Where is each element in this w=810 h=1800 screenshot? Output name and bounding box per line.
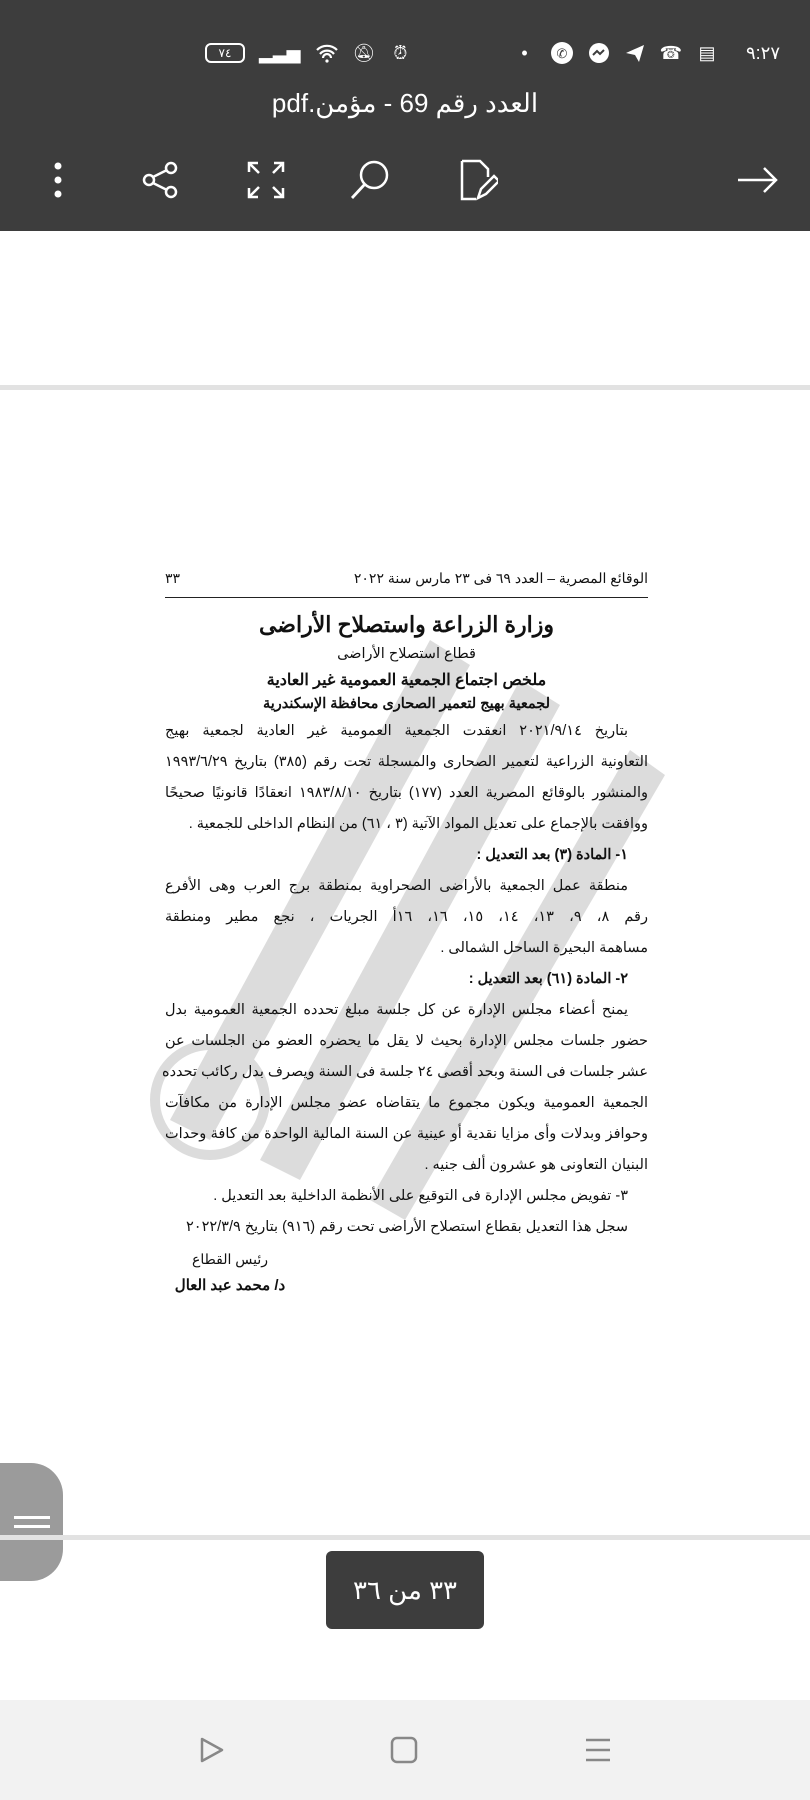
wifi-icon [315, 41, 339, 65]
fast-scroll-handle[interactable] [0, 1463, 63, 1581]
search-button[interactable] [340, 150, 400, 210]
page-indicator: ٣٣ من ٣٦ [326, 1551, 484, 1629]
arrow-right-icon [736, 165, 780, 195]
news-icon: ▤ [698, 42, 716, 63]
signal-icon: ▂▃▅ [259, 42, 301, 63]
share-icon [139, 159, 181, 201]
search-icon [348, 158, 392, 202]
mute-icon: 🔕︎ [352, 42, 376, 63]
messenger-icon [588, 41, 610, 65]
recents-button[interactable] [576, 1728, 620, 1772]
page-separator [0, 385, 810, 390]
running-header [165, 570, 648, 598]
more-options-button[interactable] [28, 150, 88, 210]
back-triangle-icon [196, 1735, 226, 1765]
pdf-page [161, 570, 648, 1294]
more-vert-icon [53, 160, 63, 200]
recents-icon [583, 1735, 613, 1765]
dot-icon: • [521, 42, 528, 63]
edit-document-icon [454, 158, 498, 202]
edit-button[interactable] [446, 150, 506, 210]
alarm-icon: ⏰︎ [393, 42, 408, 63]
body-line: عشر جلسات فى السنة وبحد أقصى ٢٤ جلسة فى السنة ويصرف بدل ركائب تحدده [161, 1064, 648, 1080]
body-line: التعاونية الزراعية لتعمير الصحارى والمسجلة تحت رقم (٣٨٥) بتاريخ ١٩٩٣/٦/٢٩ [165, 754, 648, 770]
article-heading: ١- المادة (٣) بعد التعديل : [476, 847, 628, 863]
ministry-heading: وزارة الزراعة واستصلاح الأراضى [258, 612, 555, 637]
signer-title: رئيس القطاع [192, 1251, 268, 1267]
article-heading: ٢- المادة (٦١) بعد التعديل : [468, 971, 628, 987]
home-button[interactable] [382, 1728, 426, 1772]
item-3: ٣- تفويض مجلس الإدارة فى التوقيع على الأنظمة الداخلية بعد التعديل . [213, 1188, 628, 1204]
missed-call-icon: ☎︎ [659, 42, 682, 63]
body-line: وحوافز وبدلات وأى مزايا نقدية أو عينية عن السنة المالية الواحدة من كافة وحدات [165, 1126, 648, 1142]
telegram-icon [624, 41, 646, 65]
app-header [0, 0, 810, 231]
body-line: مساهمة البحيرة الساحل الشمالى . [440, 940, 648, 956]
clock: ٩:٢٧ [745, 42, 780, 63]
running-header-text: الوقائع المصرية – العدد ٦٩ فى ٢٣ مارس سنة ٢٠٢٢ [353, 570, 648, 586]
share-button[interactable] [130, 150, 190, 210]
navigation-bar [0, 1700, 810, 1800]
body-line: ووافقت بالإجماع على تعديل المواد الآتية (٣ ، ٦١) من النظام الداخلى للجمعية . [188, 816, 648, 832]
body-line: بتاريخ ٢٠٢١/٩/١٤ انعقدت الجمعية العمومية غير العادية لجمعية بهيج [165, 723, 628, 739]
document-title: العدد رقم 69 - مؤمن.pdf [271, 88, 539, 118]
sector-heading: قطاع استصلاح الأراضى [337, 646, 476, 662]
battery-icon: ٧٤ [205, 43, 245, 63]
body-line: حضور جلسات مجلس الإدارة بحيث لا يقل ما يحضره العضو من الجلسات عن [165, 1033, 648, 1049]
home-square-icon [389, 1735, 419, 1765]
signer-name: د/ محمد عبد العال [174, 1277, 286, 1294]
body-line: الجمعية العمومية ويكون مجموع ما يتقاضاه عضو مجلس الإدارة من مكافآت [165, 1095, 648, 1111]
association-heading: لجمعية بهيج لتعمير الصحارى محافظة الإسكندرية [263, 696, 550, 712]
summary-title: ملخص اجتماع الجمعية العمومية غير العادية [266, 672, 547, 689]
svg-text:✆: ✆ [556, 46, 568, 61]
status-bar [205, 38, 780, 68]
page-separator [0, 1535, 810, 1540]
back-button[interactable] [189, 1728, 233, 1772]
whatsapp-icon [550, 41, 574, 65]
body-line: يمنح أعضاء مجلس الإدارة عن كل جلسة مبلغ تحدده الجمعية العمومية بدل [165, 1002, 628, 1018]
body-line: منطقة عمل الجمعية بالأراضى الصحراوية بمنطقة برج العرب وهى الأفرع [165, 878, 628, 894]
registration-line: سجل هذا التعديل بقطاع استصلاح الأراضى تحت رقم (٩١٦) بتاريخ ٢٠٢٢/٣/٩ [186, 1219, 628, 1235]
next-button[interactable] [728, 150, 788, 210]
expand-icon [246, 160, 286, 200]
fullscreen-button[interactable] [236, 150, 296, 210]
body-line: والمنشور بالوقائع المصرية العدد (١٧٧) بتاريخ ١٩٨٣/٨/١٠ انعقادًا قانونيًا صحيحًا [165, 785, 648, 801]
body-line: رقم ٨، ٩، ١٣، ١٤، ١٥، ١٦، ١٦أ الجريات ، نجع مطير ومنطقة [165, 909, 648, 925]
body-line: البنيان التعاونى هو عشرون ألف جنيه . [424, 1157, 648, 1173]
page-number: ٣٣ [165, 570, 181, 586]
